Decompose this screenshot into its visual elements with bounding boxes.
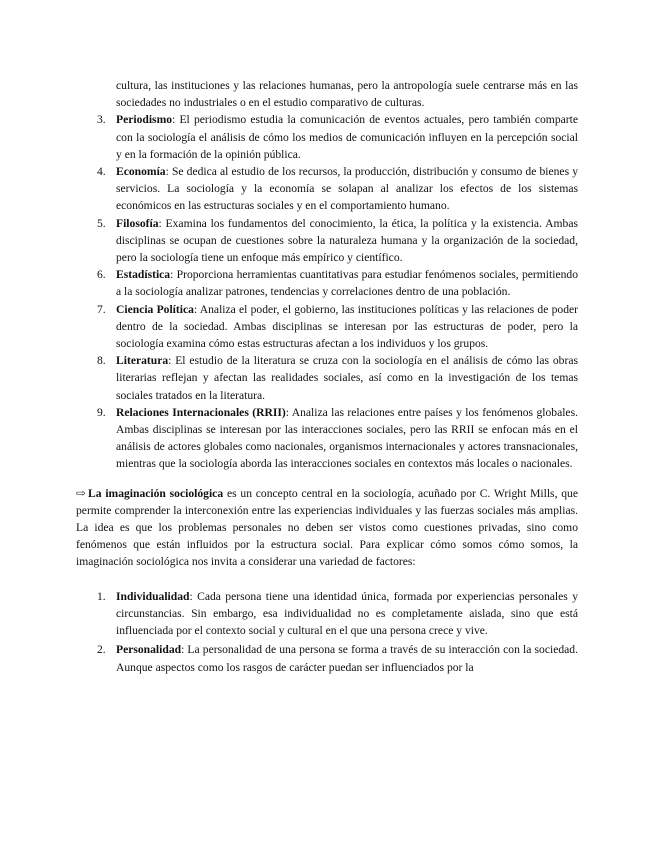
item-number: 3. [97, 113, 106, 127]
item-number: 6. [97, 268, 106, 282]
item-text: : Analiza las relaciones entre países y los fenómenos globales. Ambas disciplinas se interesan por las interacciones sociales, pero las RRII se enfocan más en el análisis de actores globales como nacionales, organismos internacionales y actores transnacionales, mientras que la sociología aborda las interacciones sociales en contextos más locales o nacionales. [116, 405, 578, 471]
list-item [76, 111, 578, 163]
item-text: : Analiza el poder, el gobierno, las instituciones políticas y las relaciones de poder dentro de la sociedad. Ambas disciplinas se interesan por las estructuras de poder, pero la sociología examina cómo estas estructuras afectan a los individuos y los grupos. [116, 302, 578, 351]
list-item [76, 215, 578, 267]
item-term: Relaciones Internacionales (RRII) [116, 405, 286, 419]
page-text [76, 77, 578, 678]
item-term: Periodismo [116, 113, 173, 127]
list-item [76, 641, 578, 675]
item-text: : El estudio de la literatura se cruza con la sociología en el análisis de cómo las obras literarias reflejan y afectan las realidades sociales, así como en la investigación de los temas sociales tratados en la literatura. [116, 354, 578, 402]
item-term: Filosofía [116, 216, 159, 230]
item-number: 9. [97, 405, 106, 419]
list-item [76, 163, 578, 215]
item-number: 5. [97, 216, 106, 230]
item-text: : El periodismo estudia la comunicación de eventos actuales, pero también comparte con la sociología el análisis de cómo los medios de comunicación influyen en la percepción social y en la formación de la opinión pública. [116, 113, 578, 161]
list-item [76, 301, 578, 353]
list-item [76, 352, 578, 404]
disciplines-list [76, 111, 578, 472]
intro-text: es un concepto central en la sociología, acuñado por C. Wright Mills, que permite comprender la interconexión entre las experiencias individuales y las fuerzas sociales más amplias. La idea es que los problemas personales no deben ser vistos como cuestiones privadas, sino como fenómenos que están influidos por la estructura social. Para explicar cómo somos cómo somos, la imaginación sociológica nos invita a considerar una variedad de factores: [76, 486, 579, 569]
intro-term: La imaginación sociológica [88, 486, 224, 500]
list-item [76, 266, 578, 300]
item-term: Economía [116, 165, 166, 179]
item-text: : Se dedica al estudio de los recursos, la producción, distribución y consumo de bienes y servicios. La sociología y la economía se solapan al analizar los efectos de los sistemas económicos en las estructuras sociales y en el comportamiento humano. [116, 165, 578, 213]
item-text: : La personalidad de una persona se forma a través de su interacción con la sociedad. Aunque aspectos como los rasgos de carácter puedan ser influenciados por la [116, 643, 578, 674]
continuation-paragraph: cultura, las instituciones y las relaciones humanas, pero la antropología suele centrarse más en las sociedades no industriales o en el estudio comparativo de culturas. [116, 79, 578, 110]
item-number: 1. [97, 589, 106, 603]
item-text: : Cada persona tiene una identidad única, formada por experiencias personales y circunstancias. Sin embargo, esa individualidad no es completamente aislada, sino que está influenciada por el contexto social y cultural en el que una persona crece y vive. [116, 589, 578, 638]
arrow-icon: ⇨ [76, 486, 86, 500]
item-term: Literatura [116, 354, 169, 368]
item-term: Ciencia Política [116, 302, 194, 316]
item-term: Personalidad [116, 643, 182, 657]
item-number: 4. [97, 165, 106, 179]
item-term: Estadística [116, 268, 171, 282]
list-item [76, 404, 578, 473]
item-term: Individualidad [116, 589, 190, 603]
sociological-imagination-paragraph [76, 485, 578, 571]
item-number: 8. [97, 354, 106, 368]
item-text: : Examina los fundamentos del conocimiento, la ética, la política y la existencia. Ambas disciplinas se ocupan de cuestiones sobre la naturaleza humana y la organización de la sociedad, pero la sociología tiene un enfoque más empírico y científico. [116, 216, 578, 265]
item-text: : Proporciona herramientas cuantitativas para estudiar fenómenos sociales, permitiendo a la sociología analizar patrones, tendencias y correlaciones dentro de una población. [116, 268, 578, 299]
item-number: 7. [97, 302, 106, 316]
item-number: 2. [97, 643, 106, 657]
factors-list [76, 588, 578, 676]
list-item [76, 588, 578, 640]
